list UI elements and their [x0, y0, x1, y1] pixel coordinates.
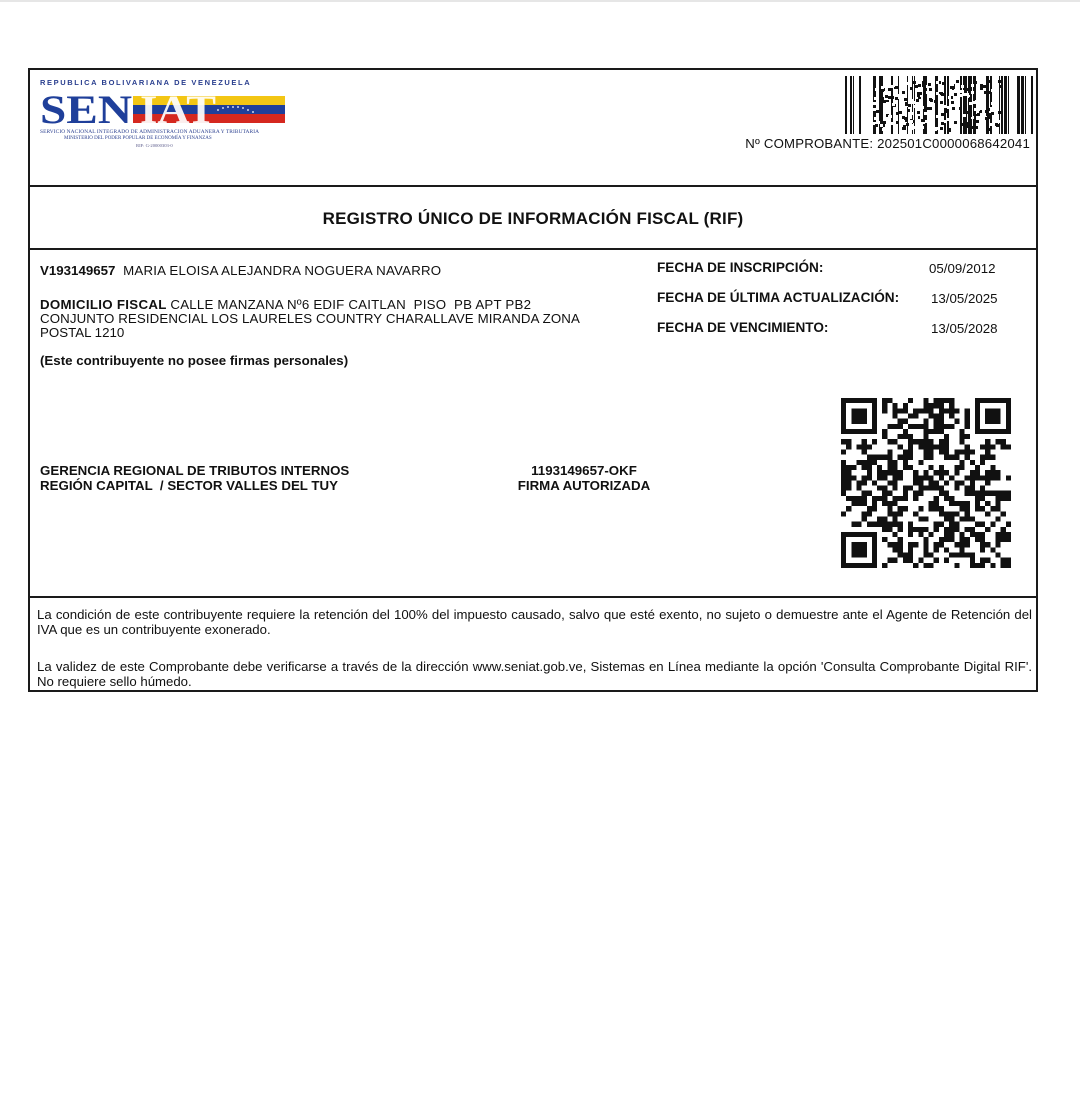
domicilio-line-3: POSTAL 1210: [40, 325, 125, 340]
domicilio-label: DOMICILIO FISCAL: [40, 297, 167, 312]
certificate-header: [30, 70, 1036, 187]
inscripcion-label: FECHA DE INSCRIPCIÓN:: [657, 260, 824, 275]
retention-notice: La condición de este contribuyente requiere la retención del 100% del impuesto causado, salvo que esté exento, no sujeto o demuestre ante el Agente de Retención del IVA que es un contribuyente exonerado.: [37, 607, 1032, 637]
vencimiento-value: 13/05/2028: [931, 321, 998, 336]
validity-notice: La validez de este Comprobante debe verificarse a través de la dirección www.seniat.gob.ve, Sistemas en Línea mediante la opción 'Consulta Comprobante Digital RIF'. No requiere sello húmedo.: [37, 659, 1032, 689]
authorized-signature: [508, 463, 660, 493]
barcode-icon: [845, 76, 1033, 134]
certificate-body: [30, 250, 1036, 598]
comprobante-number: [745, 136, 1030, 151]
taxpayer-identity: [40, 263, 441, 278]
tax-office-line-2: REGIÓN CAPITAL / SECTOR VALLES DEL TUY: [40, 478, 338, 493]
signature-code: 1193149657-OKF: [531, 463, 637, 478]
logo-wordmark: SEN: [40, 88, 133, 128]
comprobante-label: Nº COMPROBANTE:: [745, 136, 874, 151]
inscripcion-value: 05/09/2012: [929, 261, 996, 276]
taxpayer-rif: V193149657: [40, 263, 116, 278]
logo-subtitle: SERVICIO NACIONAL INTEGRADO DE ADMINISTRACION ADUANERA Y TRIBUTARIA: [40, 129, 260, 135]
certificate-title-bar: [30, 187, 1036, 250]
qr-code-icon: [841, 398, 1011, 568]
firmas-note: (Este contribuyente no posee firmas personales): [40, 353, 349, 368]
logo-republic-text: REPUBLICA BOLIVARIANA DE VENEZUELA: [40, 78, 252, 87]
signature-label: FIRMA AUTORIZADA: [517, 478, 651, 493]
domicilio-fiscal: [40, 298, 580, 340]
seniat-logo-mark: [40, 88, 286, 128]
tax-office-line-1: GERENCIA REGIONAL DE TRIBUTOS INTERNOS: [40, 463, 350, 478]
certificate-footer: [30, 598, 1036, 690]
logo-rif: RIF: G-20000303-0: [136, 143, 173, 148]
comprobante-value: 202501C0000068642041: [877, 136, 1030, 151]
logo-ministry: MINISTERIO DEL PODER POPULAR DE ECONOMÍA Y FINANZAS: [64, 136, 212, 141]
tax-office: [40, 463, 349, 493]
taxpayer-name: MARIA ELOISA ALEJANDRA NOGUERA NAVARRO: [123, 263, 442, 278]
actualizacion-label: FECHA DE ÚLTIMA ACTUALIZACIÓN:: [657, 290, 900, 305]
page-top-edge: [0, 0, 1080, 2]
svg-text:IAT: IAT: [140, 88, 217, 128]
vencimiento-label: FECHA DE VENCIMIENTO:: [657, 320, 829, 335]
seniat-logo: [40, 78, 286, 148]
domicilio-line-1: CALLE MANZANA Nº6 EDIF CAITLAN PISO PB APT PB2: [170, 297, 532, 312]
domicilio-line-2: CONJUNTO RESIDENCIAL LOS LAURELES COUNTRY CHARALLAVE MIRANDA ZONA: [40, 311, 580, 326]
rif-certificate: [28, 68, 1038, 692]
certificate-title: REGISTRO ÚNICO DE INFORMACIÓN FISCAL (RIF): [322, 209, 744, 228]
actualizacion-value: 13/05/2025: [931, 291, 998, 306]
